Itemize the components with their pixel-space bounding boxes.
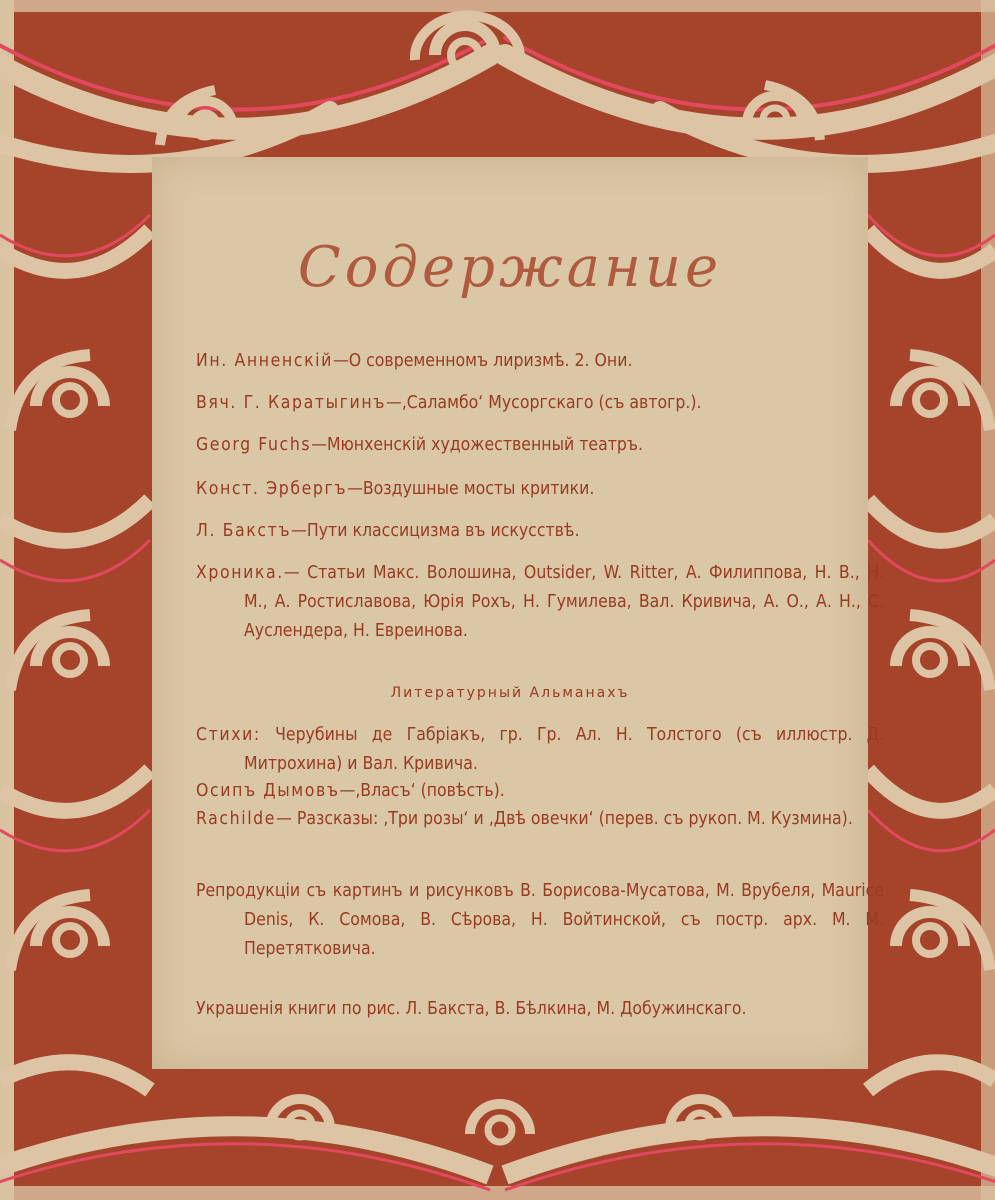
toc-author: Л. Бакстъ xyxy=(196,521,292,541)
almanac-entry xyxy=(196,721,884,779)
toc-entry xyxy=(196,347,836,376)
toc-author: Georg Fuchs xyxy=(196,435,312,455)
toc-text: —О современномъ лиризмѣ. 2. Они. xyxy=(333,351,633,371)
toc-text: —‚Саламбо‘ Мусоргскаго (съ автогр.). xyxy=(385,393,702,413)
toc-entry xyxy=(196,431,836,460)
almanac-entry xyxy=(196,805,884,834)
toc-entry-chronicle xyxy=(196,559,884,646)
toc-author: Rachilde xyxy=(196,809,277,829)
toc-author: Стихи: xyxy=(196,725,261,745)
toc-entry xyxy=(196,389,836,418)
toc-author: Хроника. xyxy=(196,563,284,583)
toc-author: Вяч. Г. Каратыгинъ xyxy=(196,393,386,413)
toc-text: — Статьи Макс. Волошина, Outsider, W. Ritter, А. Филиппова, Н. В., Н. М., А. Ростиславова, Юрія Рохъ, Н. Гумилева, Вал. Кривича, А. О., А. Н., С. Ауслендера, Н. Евреинова. xyxy=(244,563,884,641)
toc-author: Ин. Анненскій xyxy=(196,351,333,371)
reproductions-note: Репродукціи съ картинъ и рисунковъ В. Борисова-Мусатова, М. Врубеля, Maurice Denis, К. Сомова, В. Сѣрова, Н. Войтинской, съ постр. арх. М. М. Перетятковича. xyxy=(196,881,884,959)
toc-author: Осипъ Дымовъ xyxy=(196,781,340,801)
toc-text: —Воздушные мосты критики. xyxy=(347,479,595,499)
toc-text: —Пути классицизма въ искусствѣ. xyxy=(291,521,580,541)
page-title: Содержание xyxy=(297,235,723,300)
almanac-entry xyxy=(196,777,836,806)
toc-text: —‚Власъ‘ (повѣсть). xyxy=(339,781,505,801)
toc-entry xyxy=(196,517,836,546)
contents-panel xyxy=(152,157,884,1069)
toc-text: — Разсказы: ‚Три розы‘ и ‚Двѣ овечки‘ (перев. съ рукоп. М. Кузмина). xyxy=(276,809,853,829)
toc-author: Конст. Эрбергъ xyxy=(196,479,348,499)
almanac-heading: Литературный Альманахъ xyxy=(390,685,630,701)
toc-entry xyxy=(196,475,836,504)
toc-text: Черубины де Габріакъ, гр. Гр. Ал. Н. Толстого (съ иллюстр. Д. Митрохина) и Вал. Кривича. xyxy=(244,725,884,774)
decorations-note: Украшенія книги по рис. Л. Бакста, В. Бѣлкина, М. Добужинскаго. xyxy=(196,999,747,1019)
toc-text: —Мюнхенскій художественный театръ. xyxy=(311,435,644,455)
